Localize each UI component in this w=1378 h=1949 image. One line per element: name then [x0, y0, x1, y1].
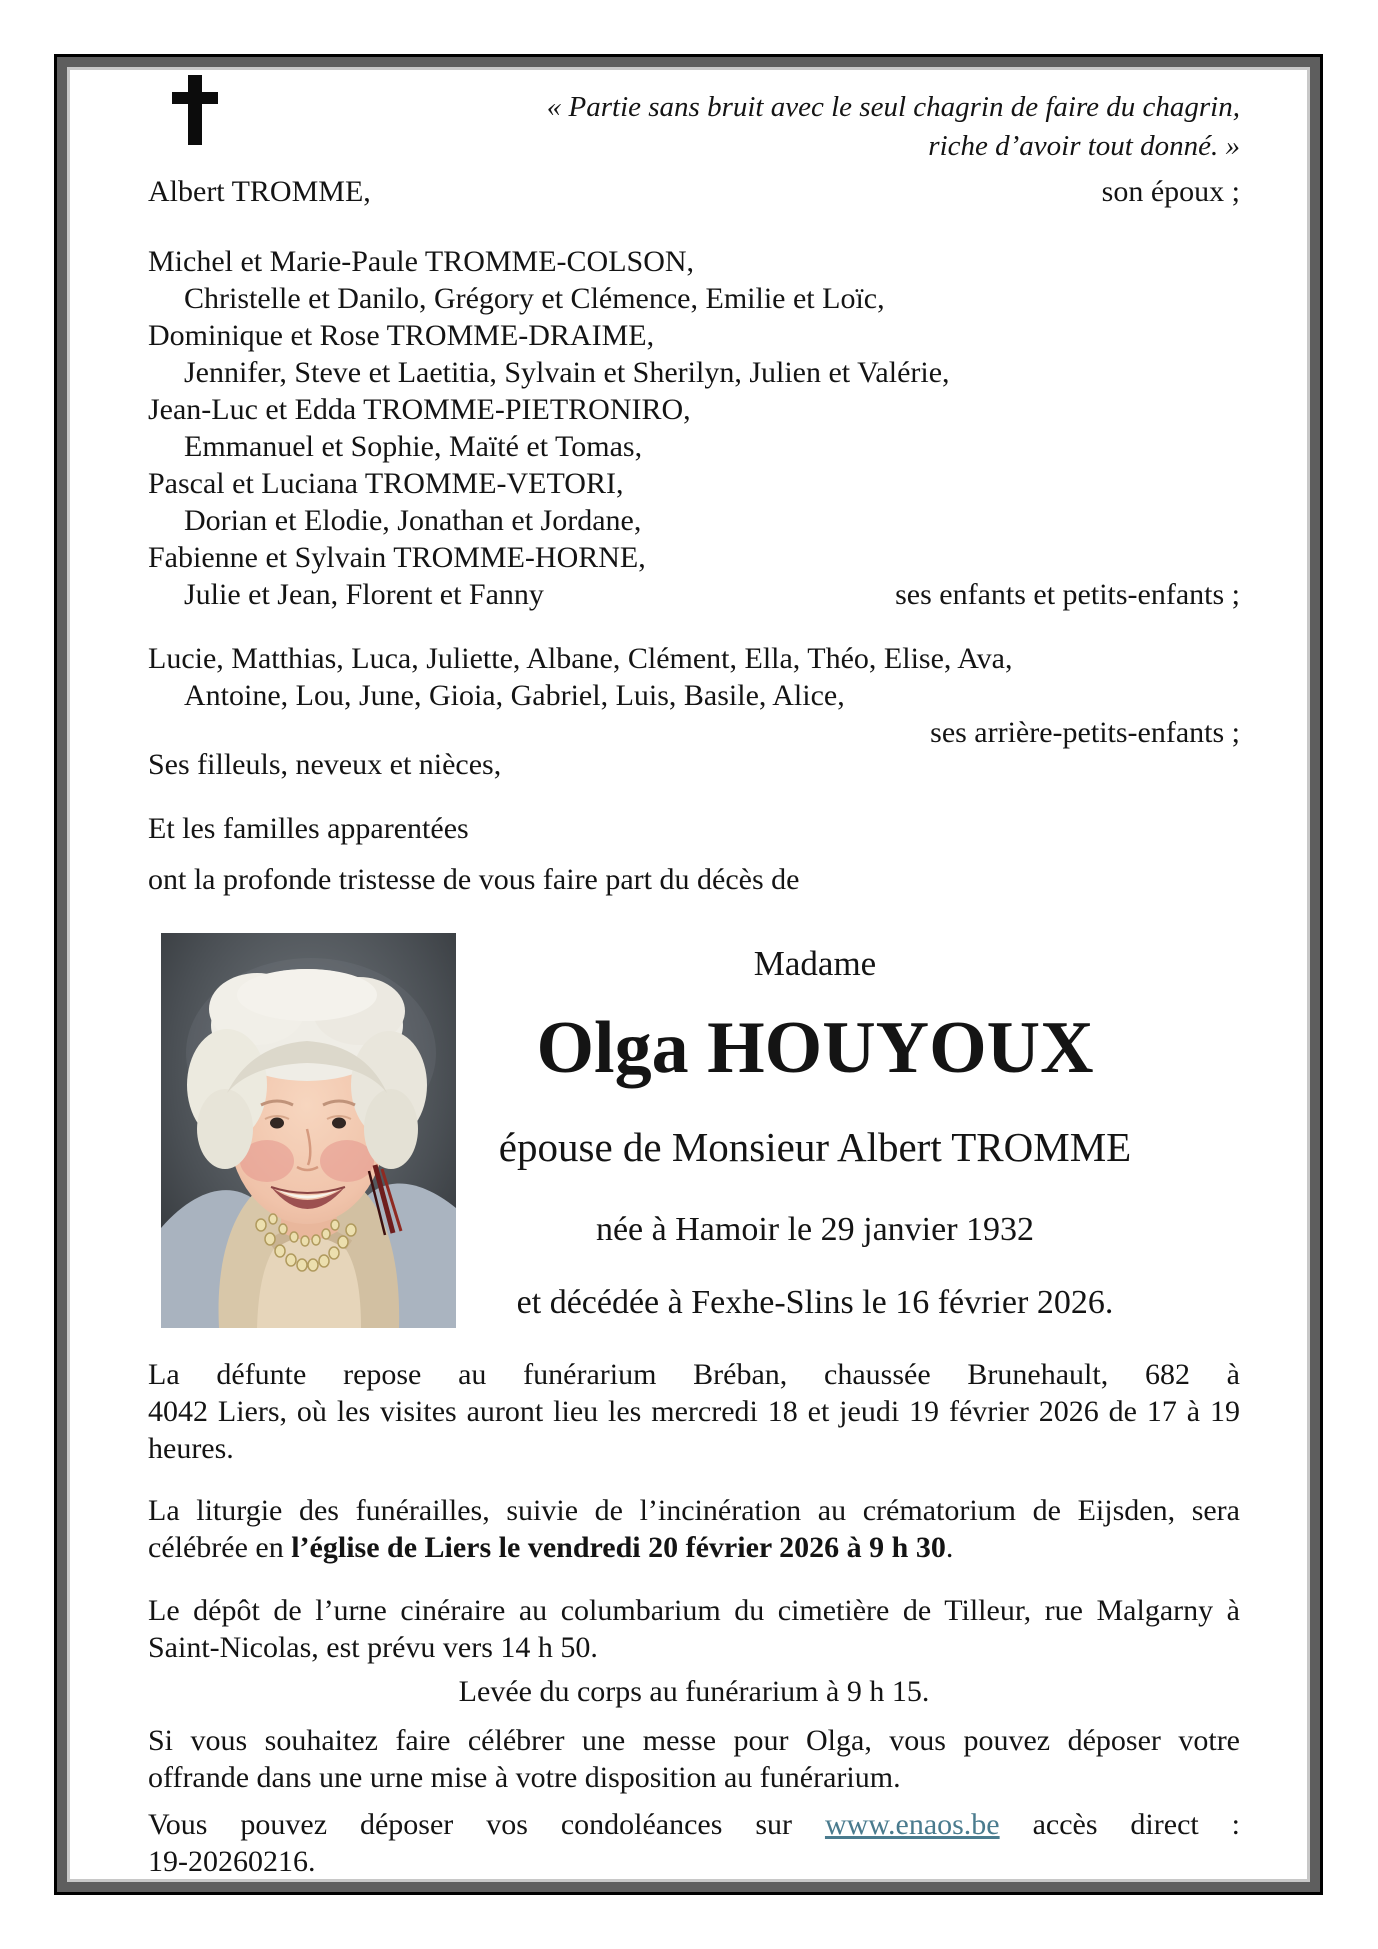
godchildren-line: Ses filleuls, neveux et nièces, [148, 748, 502, 781]
condolences-line [148, 1806, 1240, 1843]
mass-line: offrande dans une urne mise à votre disposition au funérarium. [148, 1761, 901, 1794]
great-grandchildren-line: Lucie, Matthias, Luca, Juliette, Albane, Clément, Ella, Théo, Elise, Ava, [148, 642, 1013, 675]
deceased-birth: née à Hamoir le 29 janvier 1932 [595, 1211, 1035, 1248]
condolences-reference: 19-20260216. [148, 1845, 316, 1878]
liturgy-line: La liturgie des funérailles, suivie de l’incinération au crématorium de Eijsden, sera [148, 1494, 1240, 1527]
liturgy-text: célébrée en [148, 1531, 292, 1564]
deceased-spouse-of: épouse de Monsieur Albert TROMME [498, 1124, 1132, 1170]
liturgy-paragraph [148, 1492, 1240, 1566]
liturgy-church-date: l’église de Liers le vendredi 20 février 2026 à 9 h 30 [291, 1531, 946, 1564]
great-grandchildren-line: Antoine, Lou, June, Gioia, Gabriel, Luis, Basile, Alice, [184, 679, 845, 712]
enaos-link[interactable]: www.enaos.be [824, 1808, 1000, 1841]
repose-line: La défunte repose au funérarium Bréban, chaussée Brunehault, 682 à [148, 1358, 1240, 1391]
liturgy-period: . [945, 1531, 954, 1564]
children-line: Christelle et Danilo, Grégory et Clémence, Emilie et Loïc, [184, 282, 885, 315]
children-line: Pascal et Luciana TROMME-VETORI, [148, 467, 624, 500]
deceased-death: et décédée à Fexhe-Slins le 16 février 2026. [516, 1284, 1114, 1321]
children-line: Fabienne et Sylvain TROMME-HORNE, [148, 541, 646, 574]
children-line: Julie et Jean, Florent et Fanny [184, 578, 544, 611]
urn-line: Saint-Nicolas, est prévu vers 14 h 50. [148, 1631, 598, 1664]
urn-line: Le dépôt de l’urne cinéraire au columbarium du cimetière de Tilleur, rue Malgarny à [148, 1594, 1240, 1627]
urn-paragraph [148, 1592, 1240, 1666]
children-list [148, 243, 1240, 613]
mass-line: Si vous souhaitez faire célébrer une messe pour Olga, vous pouvez déposer votre [148, 1724, 1240, 1757]
repose-line: 4042 Liers, où les visites auront lieu les mercredi 18 et jeudi 19 février 2026 de 17 à 19 [148, 1395, 1240, 1428]
children-line: Emmanuel et Sophie, Maïté et Tomas, [184, 430, 643, 463]
liturgy-line [148, 1529, 1240, 1566]
mass-paragraph [148, 1722, 1240, 1796]
epitaph-quote-line1: « Partie sans bruit avec le seul chagrin de faire du chagrin, [546, 91, 1240, 123]
condolences-paragraph [148, 1806, 1240, 1880]
epitaph-quote [148, 88, 1240, 166]
announcement-line: ont la profonde tristesse de vous faire part du décès de [148, 863, 800, 896]
children-line: Dominique et Rose TROMME-DRAIME, [148, 319, 655, 352]
epitaph-quote-line2: riche d’avoir tout donné. » [928, 130, 1240, 162]
great-grandchildren-label: ses arrière-petits-enfants ; [930, 716, 1240, 749]
levee-line: Levée du corps au funérarium à 9 h 15. [458, 1675, 930, 1708]
children-line: Jean-Luc et Edda TROMME-PIETRONIRO, [148, 393, 691, 426]
condolences-access-text: accès direct : [999, 1808, 1240, 1841]
repose-line: heures. [148, 1432, 234, 1465]
portrait-photo [161, 933, 456, 1328]
children-line: Jennifer, Steve et Laetitia, Sylvain et Sherilyn, Julien et Valérie, [184, 356, 950, 389]
children-line: Michel et Marie-Paule TROMME-COLSON, [148, 245, 695, 278]
deceased-title: Madame [753, 944, 877, 983]
spouse-relation: son époux ; [1101, 175, 1240, 208]
children-line: Dorian et Elodie, Jonathan et Jordane, [184, 504, 642, 537]
repose-paragraph [148, 1356, 1240, 1467]
children-label: ses enfants et petits-enfants ; [895, 578, 1240, 611]
great-grandchildren-list [148, 640, 1240, 751]
condolences-text: Vous pouvez déposer vos condoléances sur [148, 1808, 825, 1841]
deceased-name: Olga HOUYOUX [536, 1007, 1094, 1089]
children-last-row [148, 576, 1240, 613]
families-line: Et les familles apparentées [148, 812, 469, 845]
spouse-name: Albert TROMME, [148, 175, 371, 208]
portrait-illustration [161, 933, 456, 1328]
spouse-row [148, 173, 1240, 210]
